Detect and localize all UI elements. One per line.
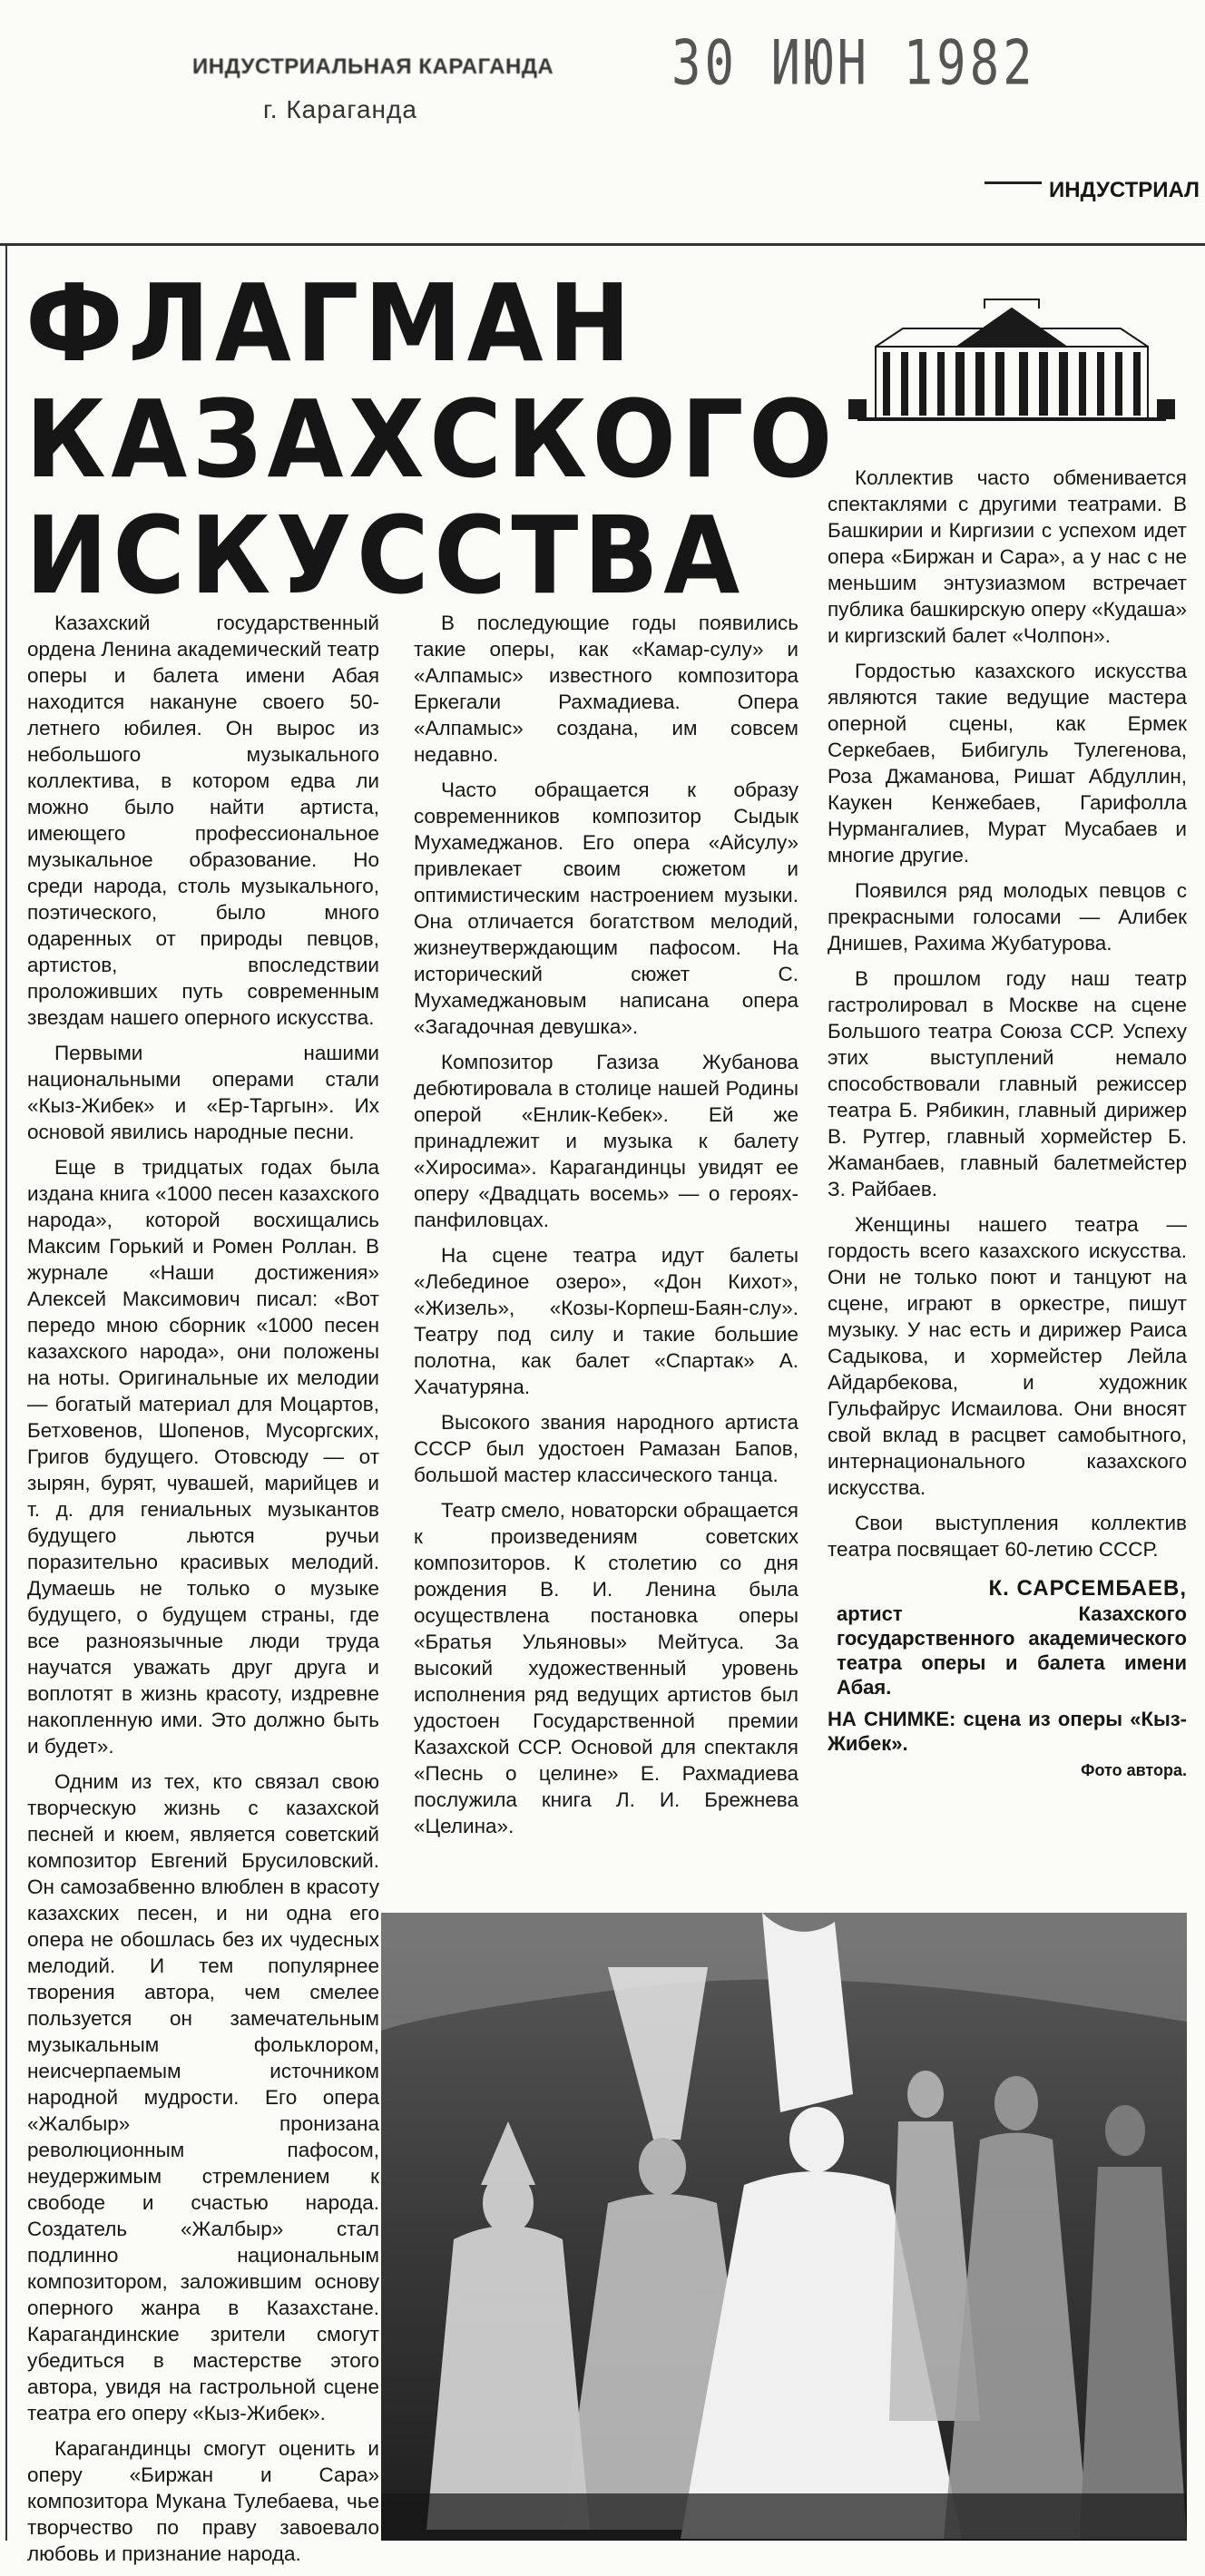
paragraph: Гордостью казахского искусства являются такие ведущие мастера оперной сцены, как Ермек Серкебаев, Бибигуль Тулегенова, Роза Джаманова, Ришат Абдуллин, Каукен Кенжебаев, Гарифолла Нурмангалиев, Мурат Мусабаев и многие другие. — [828, 660, 1187, 867]
clipping-top-border — [0, 243, 1205, 246]
photo-caption: НА СНИМКЕ: сцена из оперы «Кыз-Жибек». — [828, 1708, 1187, 1755]
paragraph: Коллектив часто обменивается спектаклями с другими театрами. В Башкирии и Киргизии с успехом идет опера «Биржан и Сара», а у нас с не меньшим энтузиазмом встречает публика башкирскую оперу «Кудаша» и киргизский балет «Чолпон». — [828, 466, 1187, 647]
theater-building-icon — [848, 292, 1175, 426]
stamp-city: г. Караганда — [263, 95, 417, 123]
paragraph: Карагандинцы смогут оценить и оперу «Биржан и Сара» композитора Мукана Тулебаева, чье творчество по праву завоевало любовь и признание народа. — [27, 2437, 379, 2565]
headline-line-2: КАЗАХСКОГО — [25, 377, 838, 502]
article-column-2 — [414, 610, 798, 1848]
opera-scene-image — [381, 1913, 1187, 2541]
opera-scene-photo — [381, 1913, 1187, 2541]
author-role: артист Казахского государственного академического театра оперы и балета имени Абая. — [837, 1602, 1187, 1699]
author-signature — [828, 1575, 1187, 1699]
clipping-left-border — [5, 243, 7, 2541]
paragraph: Часто обращается к образу современников композитор Сыдык Мухамеджанов. Его опера «Айсулу» привлекает своим сюжетом и оптимистическим настроением музыки. Она отличается богатством мелодий, жизнеутверждающим пафосом. На исторический сюжет С. Мухамеджановым написана опера «Загадочная девушка». — [414, 779, 798, 1038]
paragraph: Казахский государственный ордена Ленина академический театр оперы и балета имени Абая находится накануне своего 50-летнего юбилея. Он вырос из небольшого музыкального коллектива, в котором едва ли можно было найти артиста, имеющего профессиональное музыкальное образование. Но среди народа, столь музыкального, поэтического, было много одаренных от природы певцов, артистов, впоследствии проложивших путь современным звездам нашего оперного искусства. — [27, 612, 379, 1029]
stamp-newspaper-name: ИНДУСТРИАЛЬНАЯ КАРАГАНДА — [192, 54, 554, 79]
article-column-3 — [828, 465, 1187, 1784]
photo-credit: Фото автора. — [1081, 1761, 1187, 1779]
paragraph: Еще в тридцатых годах была издана книга «1000 песен казахского народа», которой восхищались Максим Горький и Ромен Роллан. В журнале «Наши достижения» Алексей Максимович писал: «Вот передо мною сборник «1000 песен казахского народа», они положены на ноты. Оригинальные их мелодии — богатый материал для Моцартов, Бетховенов, Шопенов, Мусоргских, Григов будущего. Отовсюду — от зырян, бурят, чувашей, марийцев и т. д. для гениальных музыкантов будущего льются ручьи поразительно красивых мелодий. Думаешь не только о музыке будущего, о будущем страны, где все разноязычные люди труда научатся уважать друг друга и воплотят в жизнь красоту, издревне накопленную ими. Это должно быть и будет». — [27, 1156, 379, 1758]
paragraph: Одним из тех, кто связал свою творческую жизнь с казахской песней и кюем, является советский композитор Евгений Брусиловский. Он самозабвенно влюблен в красоту казахских песен, и ни одна его опера не обошлась без их чудесных мелодий. И тем популярнее творения автора, чем смелее пользуется он замечательным музыкальным фольклором, неисчерпаемым источником народной мудрости. Его опера «Жалбыр» пронизана революционным пафосом, неудержимым стремлением к свободе и счастью народа. Создатель «Жалбыр» стал подлинно национальным композитором, заложившим основу оперного жанра в Казахстане. Карагандинские зрители смогут убедиться в мастерстве этого автора, увидя на гастрольной сцене театра его оперу «Кыз-Жибек». — [27, 1770, 379, 2424]
publication-name: ИНДУСТРИАЛ — [1042, 178, 1200, 203]
paragraph: Театр смело, новаторски обращается к произведениям советских композиторов. К столетию со дня рождения В. И. Ленина была осуществлена постановка оперы «Братья Ульяновы» Мейтуса. За высокий художественный уровень исполнения ряд ведущих артистов был удостоен Государственной премии Казахской ССР. Основой для спектакля «Песнь о целине» Е. Рахмадиева послужила книга Л. И. Брежнева «Целина». — [414, 1499, 798, 1837]
paragraph: Женщины нашего театра — гордость всего казахского искусства. Они не только поют и танцуют на сцене, играют в оркестре, пишут музыку. У нас есть и дирижер Раиса Садыкова, и хормейстер Лейла Айдарбекова, и художник Гульфайрус Исмаилова. Они вносят свой вклад в расцвет самобытного, интернационального казахского искусства. — [828, 1213, 1187, 1499]
headline-line-3: ИСКУССТВА — [25, 493, 745, 618]
paragraph: На сцене театра идут балеты «Лебединое озеро», «Дон Кихот», «Жизель», «Козы-Корпеш-Баян-слу». Театру под силу и такие большие полотна, как балет «Спартак» А. Хачатуряна. — [414, 1244, 798, 1398]
paragraph: Появился ряд молодых певцов с прекрасными голосами — Алибек Днишев, Рахима Жубатурова. — [828, 879, 1187, 955]
paragraph: Первыми нашими национальными операми стали «Кыз-Жибек» и «Ер-Таргын». Их основой явились народные песни. — [27, 1042, 379, 1143]
headline-line-1: ФЛАГМАН — [25, 260, 636, 386]
headline — [25, 260, 838, 618]
paragraph: Композитор Газиза Жубанова дебютировала в столице нашей Родины оперой «Енлик-Кебек». Ей же принадлежит и музыка к балету «Хиросима». Карагандинцы увидят ее оперу «Двадцать восемь» — о героях-панфиловцах. — [414, 1051, 798, 1231]
paragraph: В последующие годы появились такие оперы, как «Камар-сулу» и «Алпамыс» известного композитора Еркегали Рахмадиева. Опера «Алпамыс» создана, им совсем недавно. — [414, 612, 798, 766]
paragraph: В прошлом году наш театр гастролировал в Москве на сцене Большого театра Союза ССР. Успеху этих выступлений немало способствовали главный режиссер театра Б. Рябикин, главный дирижер В. Рутгер, главный хормейстер Б. Жаманбаев, главный балетмейстер З. Райбаев. — [828, 967, 1187, 1200]
paragraph: Свои выступления коллектив театра посвящает 60-летию СССР. — [828, 1512, 1187, 1561]
author-name: К. САРСЕМБАЕВ, — [988, 1576, 1187, 1601]
stamp-date: 30 ИЮН 1982 — [671, 27, 1036, 99]
article-column-1 — [27, 610, 379, 2576]
paragraph: Высокого звания народного артиста СССР был удостоен Рамазан Бапов, большой мастер классического танца. — [414, 1411, 798, 1486]
